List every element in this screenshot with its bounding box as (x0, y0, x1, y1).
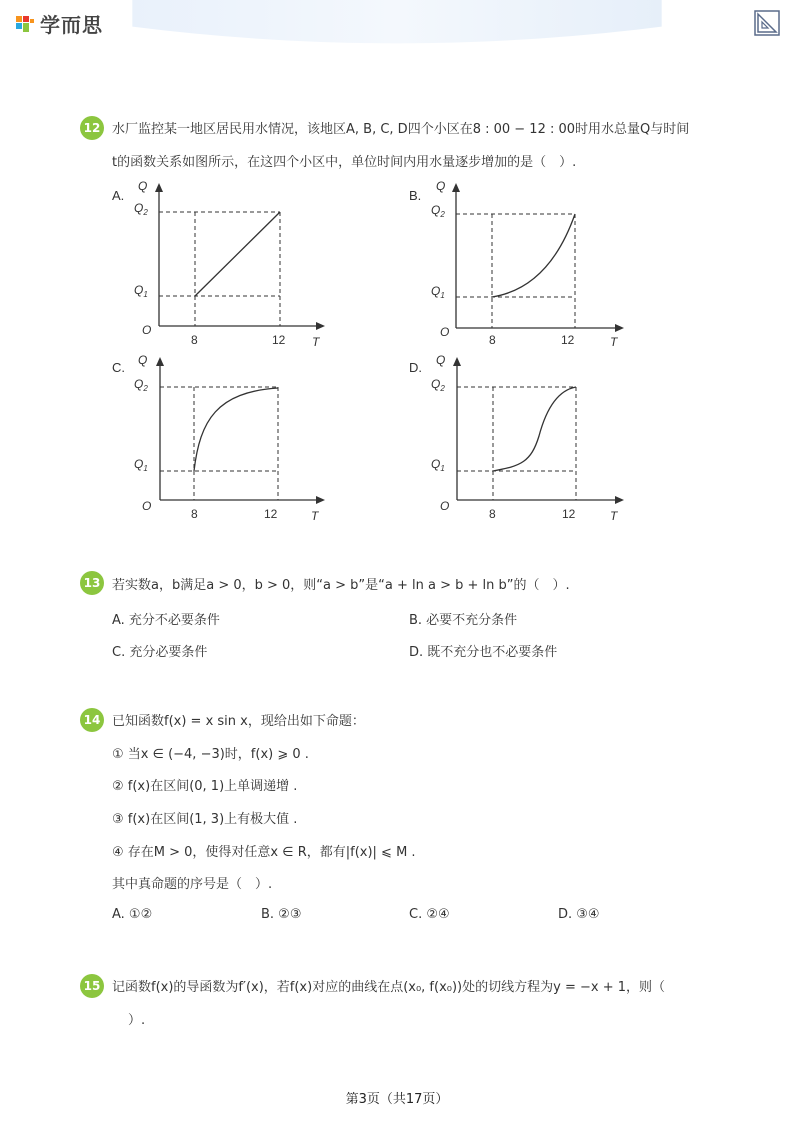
axis-q-label: Q (138, 353, 148, 367)
q1-label: $Q_1$ (134, 457, 148, 473)
curve-line (493, 387, 576, 471)
x-tick-8: 8 (191, 507, 198, 521)
option-a[interactable]: A. 充分不必要条件 (112, 613, 220, 628)
origin-label: O (440, 325, 450, 339)
question-number: 15 (80, 974, 104, 998)
curve-line (195, 212, 280, 296)
question-number: 14 (80, 708, 104, 732)
question-stem-line2: ）. (128, 1013, 146, 1028)
option-label: B. (409, 188, 422, 203)
question-stem: 已知函数f(x) = x sin x，现给出如下命题： (112, 714, 365, 729)
statement-1: ① 当x ∈ (−4, −3)时，f(x) ⩾ 0 . (112, 747, 309, 762)
question-stem-line2: t的函数关系如图所示，在这四个小区中，单位时间内用水量逐步增加的是（ ）. (112, 155, 577, 170)
x-tick-12: 12 (562, 507, 576, 521)
question-number: 13 (80, 571, 104, 595)
graph-axes (156, 357, 325, 504)
question-stem-line1: 水厂监控某一地区居民用水情况，该地区A, B, C, D四个小区在8 : 00 − 12 : 00时用水总量Q与时间 (112, 122, 690, 137)
graph-option-a (112, 176, 342, 352)
axis-t-label: T (610, 509, 618, 522)
x-tick-12: 12 (561, 333, 575, 347)
graph-axes (453, 357, 624, 504)
x-tick-12: 12 (272, 333, 286, 347)
q1-label: $Q_1$ (134, 283, 148, 299)
ruler-triangle-icon (754, 10, 780, 36)
axis-t-label: T (311, 509, 319, 522)
question-stem-line1: 记函数f(x)的导函数为f′(x)，若f(x)对应的曲线在点(x₀, f(x₀))处的切线方程为y = −x + 1，则（ (112, 980, 665, 995)
graph-option-d (409, 350, 639, 526)
q2-label: $Q_2$ (134, 377, 148, 393)
brand-logo (14, 9, 103, 38)
question-stem: 若实数a，b满足a > 0，b > 0，则“a > b”是“a + ln a > b + ln b”的（ ）. (112, 578, 570, 593)
axis-q-label: Q (436, 179, 446, 193)
x-tick-8: 8 (489, 333, 496, 347)
graph-axes (155, 183, 325, 330)
option-label: A. (112, 188, 125, 203)
guide-lines (457, 387, 576, 500)
x-tick-8: 8 (191, 333, 198, 347)
option-a[interactable]: A. ①② (112, 907, 153, 922)
origin-label: O (142, 499, 152, 513)
axis-q-label: Q (436, 353, 446, 367)
statement-2: ② f(x)在区间(0, 1)上单调递增 . (112, 779, 298, 794)
option-d[interactable]: D. ③④ (558, 907, 600, 922)
axis-t-label: T (610, 335, 618, 348)
origin-label: O (142, 323, 152, 337)
question-number: 12 (80, 116, 104, 140)
option-label: C. (112, 360, 125, 375)
header-banner (0, 0, 794, 48)
option-label: D. (409, 360, 422, 375)
origin-label: O (440, 499, 450, 513)
option-b[interactable]: B. 必要不充分条件 (409, 613, 518, 628)
option-b[interactable]: B. ②③ (261, 907, 302, 922)
graph-axes (452, 183, 624, 332)
q1-label: $Q_1$ (431, 457, 445, 473)
q2-label: $Q_2$ (431, 377, 445, 393)
statement-4: ④ 存在M > 0，使得对任意x ∈ R，都有|f(x)| ⩽ M . (112, 845, 416, 860)
question-prompt: 其中真命题的序号是（ ）. (112, 877, 273, 892)
q2-label: $Q_2$ (431, 203, 445, 219)
graph-option-b (409, 176, 639, 352)
logo-text: 学而思 (40, 13, 103, 37)
option-c[interactable]: C. 充分必要条件 (112, 645, 208, 660)
x-tick-12: 12 (264, 507, 278, 521)
logo-mark-icon (14, 13, 36, 35)
q2-label: $Q_2$ (134, 201, 148, 217)
guide-lines (160, 387, 278, 500)
guide-lines (456, 214, 575, 328)
option-c[interactable]: C. ②④ (409, 907, 450, 922)
curve-line (194, 388, 278, 471)
curve-line (492, 214, 575, 297)
statement-3: ③ f(x)在区间(1, 3)上有极大值 . (112, 812, 298, 827)
option-d[interactable]: D. 既不充分也不必要条件 (409, 645, 558, 660)
axis-t-label: T (312, 335, 320, 348)
q1-label: $Q_1$ (431, 284, 445, 300)
x-tick-8: 8 (489, 507, 496, 521)
page-number: 第3页（共17页） (345, 1092, 449, 1107)
graph-option-c (112, 350, 342, 526)
axis-q-label: Q (138, 179, 148, 193)
